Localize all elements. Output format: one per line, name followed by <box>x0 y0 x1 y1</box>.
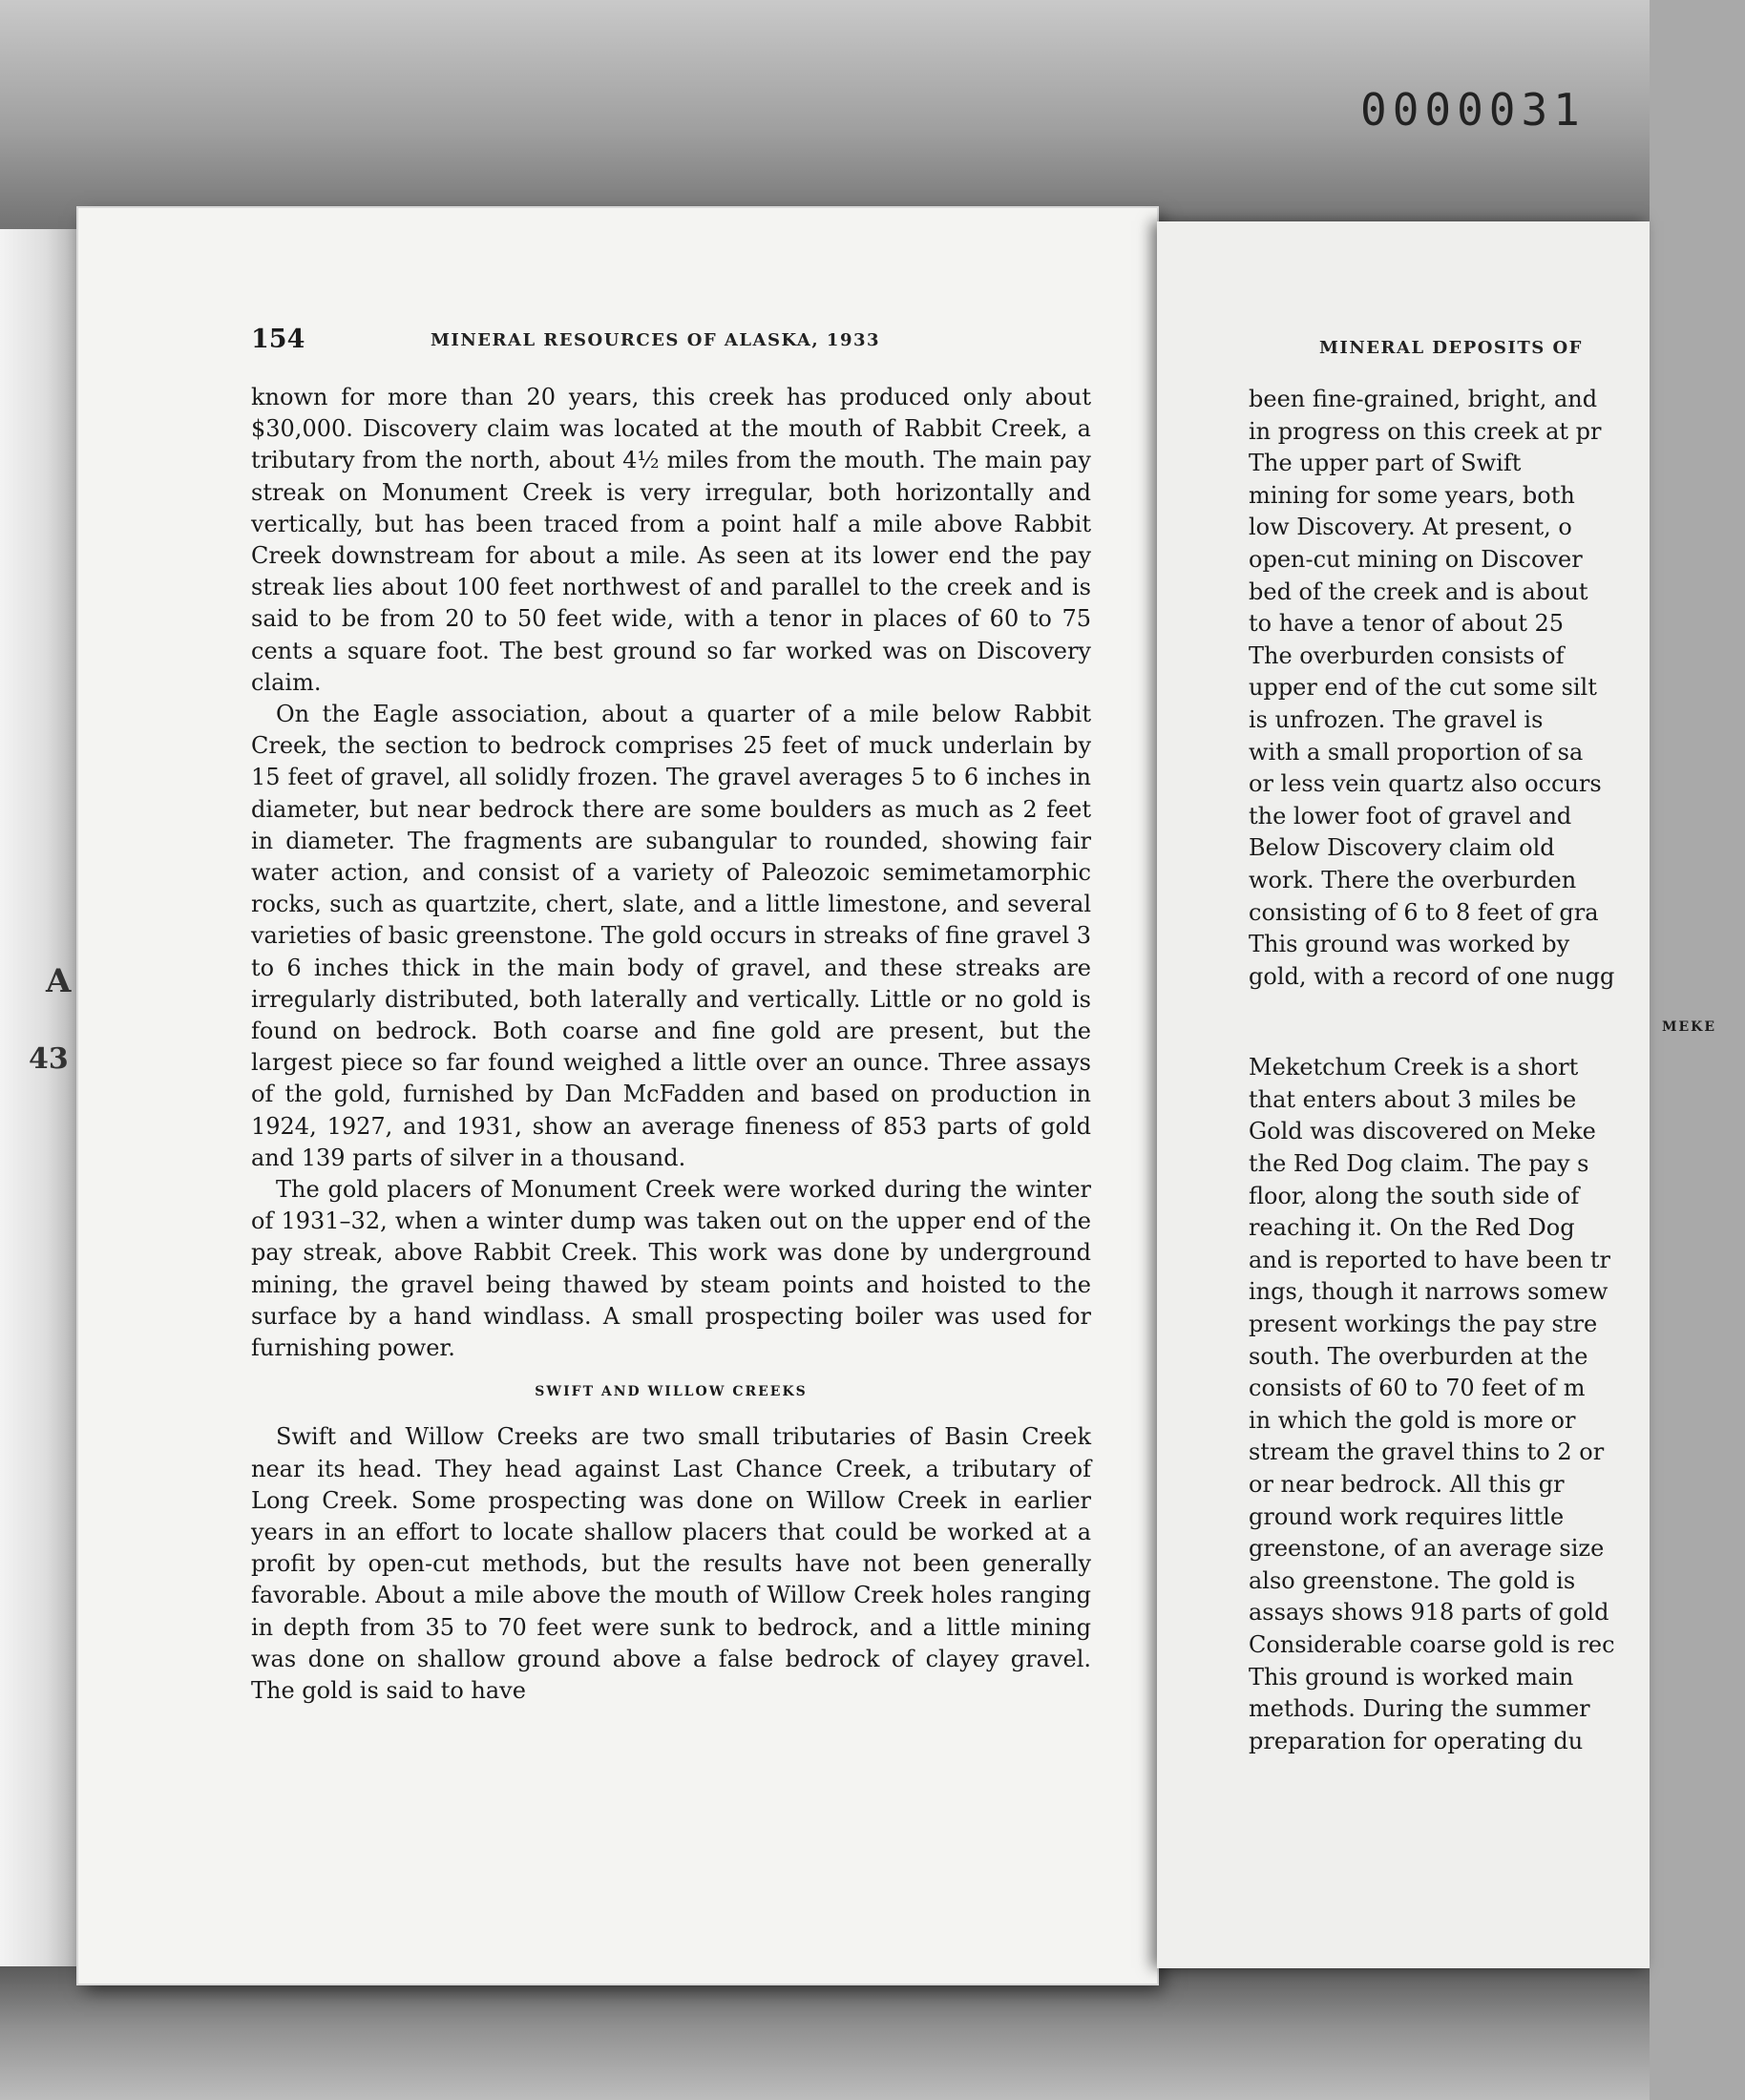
right-line: This ground is worked main <box>1249 1663 1574 1690</box>
right-line: Considerable coarse gold is rec <box>1249 1630 1615 1658</box>
right-line: in progress on this creek at pr <box>1249 417 1602 445</box>
paragraph-1: known for more than 20 years, this creek has produced only about $30,000. Discovery claim was located at the mouth of Rabbit Creek, a tributary from the north, about 4½ miles from the mouth. The main pay streak on Monument Creek is very irregular, both horizontally and vertically, but has been traced from a point half a mile above Rabbit Creek downstream for about a mile. As seen at its lower end the pay streak lies about 100 feet northwest of and parallel to the creek and is said to be from 20 to 50 feet wide, with a tenor in places of 60 to 75 cents a square foot. The best ground so far worked was on Discovery claim. <box>251 384 1091 696</box>
document-number-stamp: 0000031 <box>1360 84 1586 136</box>
scan-background-bottom <box>0 1966 1650 2100</box>
left-body-text <box>251 382 1091 1795</box>
right-line: the Red Dog claim. The pay s <box>1249 1150 1589 1178</box>
right-line: low Discovery. At present, o <box>1249 514 1572 541</box>
right-line: floor, along the south side of <box>1249 1182 1580 1209</box>
right-body-text <box>1249 384 1745 1757</box>
right-line: or less vein quartz also occurs <box>1249 770 1602 798</box>
right-line: preparation for operating du <box>1249 1727 1584 1754</box>
right-line: consisting of 6 to 8 feet of gra <box>1249 898 1599 926</box>
right-line: been fine-grained, bright, and <box>1249 386 1598 412</box>
right-line: with a small proportion of sa <box>1249 738 1584 766</box>
right-line: and is reported to have been tr <box>1249 1246 1611 1273</box>
right-line: Meketchum Creek is a short <box>1249 1054 1579 1082</box>
right-line: ground work requires little <box>1249 1502 1565 1530</box>
right-page <box>1157 221 1716 1968</box>
margin-mark-a: A <box>46 962 72 1000</box>
right-line: mining for some years, both <box>1249 481 1575 509</box>
right-line: present workings the pay stre <box>1249 1311 1598 1338</box>
right-line: ings, though it narrows somew <box>1249 1278 1608 1306</box>
right-line: is unfrozen. The gravel is <box>1249 705 1544 733</box>
right-line: upper end of the cut some silt <box>1249 674 1597 702</box>
right-line: gold, with a record of one nugg <box>1249 962 1615 990</box>
right-line: that enters about 3 miles be <box>1249 1085 1577 1113</box>
right-line: to have a tenor of about 25 <box>1249 610 1565 638</box>
right-line: stream the gravel thins to 2 or <box>1249 1438 1605 1466</box>
right-line: Below Discovery claim old <box>1249 834 1555 862</box>
right-line: greenstone, of an average size <box>1249 1535 1605 1563</box>
right-line: methods. During the summer <box>1249 1695 1590 1723</box>
right-running-head: MINERAL DEPOSITS OF <box>1319 338 1583 358</box>
right-line: or near bedrock. All this gr <box>1249 1471 1565 1498</box>
right-line: reaching it. On the Red Dog <box>1249 1214 1575 1242</box>
right-line: bed of the creek and is about <box>1249 578 1588 605</box>
paragraph-3: The gold placers of Monument Creek were worked during the winter of 1931–32, when a winter dump was taken out on the upper end of the pay streak, above Rabbit Creek. This work was done by underground mining, the gravel being thawed by steam points and hoisted to the surface by a hand windlass. A small prospecting boiler was used for furnishing power. <box>251 1176 1091 1362</box>
right-section-heading: MEKE <box>1661 1019 1716 1036</box>
right-line: assays shows 918 parts of gold <box>1249 1599 1609 1627</box>
right-line: This ground was worked by <box>1249 931 1570 958</box>
scan-background-left <box>0 229 76 1995</box>
left-running-head <box>251 325 1091 363</box>
right-line: open-cut mining on Discover <box>1249 545 1583 573</box>
margin-mark-43: 43 <box>29 1042 69 1076</box>
page-folio: 154 <box>251 325 305 354</box>
right-line: in which the gold is more or <box>1249 1406 1576 1434</box>
right-line: south. The overburden at the <box>1249 1342 1588 1370</box>
section-heading: SWIFT AND WILLOW CREEKS <box>535 1384 808 1400</box>
right-line: also greenstone. The gold is <box>1249 1566 1576 1594</box>
right-line: work. There the overburden <box>1249 866 1577 893</box>
section-paragraph: Swift and Willow Creeks are two small tributaries of Basin Creek near its head. They head against Last Chance Creek, a tributary of Long Creek. Some prospecting was done on Willow Creek in earlier years in an effort to locate shallow placers that could be worked at a profit by open-cut methods, but the results have not been generally favorable. About a mile above the mouth of Willow Creek holes ranging in depth from 35 to 70 feet were sunk to bedrock, and a little mining was done on shallow ground above a false bedrock of clayey gravel. The gold is said to have <box>251 1423 1091 1704</box>
right-line: the lower foot of gravel and <box>1249 802 1572 830</box>
right-line: The overburden consists of <box>1249 641 1565 669</box>
paragraph-2: On the Eagle association, about a quarter of a mile below Rabbit Creek, the section to bedrock comprises 25 feet of muck underlain by 15 feet of gravel, all solidly frozen. The gravel averages 5 to 6 inches in diameter, but near bedrock there are some boulders as much as 2 feet in diameter. The fragments are subangular to rounded, showing fair water action, and consist of a variety of Paleozoic semimetamorphic rocks, such as quartzite, chert, slate, and a little limestone, and several varieties of basic greenstone. The gold occurs in streaks of fine gravel 3 to 6 inches thick in the main body of gravel, and these streaks are irregularly distributed, both laterally and vertically. Little or no gold is found on bedrock. Both coarse and fine gold are present, but the largest piece so far found weighed a little over an ounce. Three assays of the gold, furnished by Dan McFadden and based on production in 1924, 1927, and 1931, show an average fineness of 853 parts of gold and 139 parts of silver in a thousand. <box>251 701 1091 1171</box>
running-head-title: MINERAL RESOURCES OF ALASKA, 1933 <box>431 330 881 350</box>
right-line: The upper part of Swift <box>1249 450 1522 477</box>
right-line: consists of 60 to 70 feet of m <box>1249 1375 1586 1402</box>
right-line: Gold was discovered on Meke <box>1249 1118 1596 1145</box>
